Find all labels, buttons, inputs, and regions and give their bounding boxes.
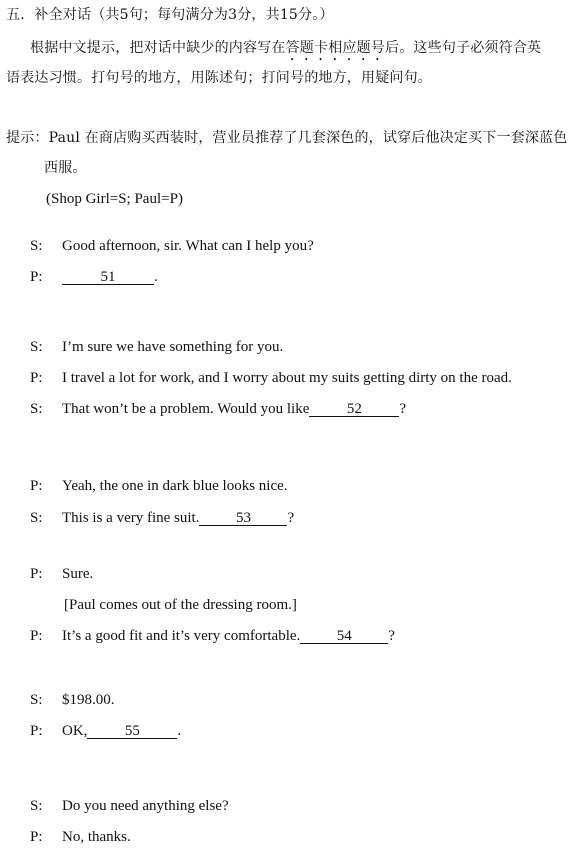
answer-blank-51[interactable]: 51 bbox=[62, 270, 154, 285]
speaker-label: P: bbox=[30, 566, 43, 582]
instruction-part-b: 后。这些句子必须符合英 bbox=[385, 40, 542, 56]
speaker-label: P: bbox=[30, 370, 43, 386]
punctuation: . bbox=[177, 723, 182, 739]
stage-direction: [Paul comes out of the dressing room.] bbox=[64, 597, 297, 613]
answer-blank-55[interactable]: 55 bbox=[87, 724, 177, 739]
answer-blank-52[interactable]: 52 bbox=[309, 402, 399, 417]
utterance bbox=[62, 723, 181, 740]
utterance-text: This is a very fine suit. bbox=[62, 510, 200, 526]
speaker-label: P: bbox=[30, 723, 43, 739]
answer-blank-53[interactable]: 53 bbox=[199, 511, 287, 526]
utterance: No, thanks. bbox=[62, 829, 131, 845]
utterance-text: It’s a good fit and it’s very comfortable. bbox=[62, 628, 301, 644]
speaker-label: S: bbox=[30, 692, 43, 708]
utterance bbox=[62, 628, 395, 645]
speaker-label: S: bbox=[30, 401, 43, 417]
utterance: Yeah, the one in dark blue looks nice. bbox=[62, 478, 288, 494]
speaker-label: S: bbox=[30, 238, 43, 254]
utterance bbox=[62, 269, 158, 286]
utterance: Do you need anything else? bbox=[62, 798, 229, 814]
speaker-label: P: bbox=[30, 829, 43, 845]
speaker-label: S: bbox=[30, 510, 43, 526]
punctuation: ? bbox=[287, 510, 295, 526]
instruction-line-2: 语表达习惯。打句号的地方，用陈述句；打问号的地方，用疑问句。 bbox=[6, 70, 432, 86]
utterance: Sure. bbox=[62, 566, 94, 582]
hint-line-1: 提示：Paul 在商店购买西装时，营业员推荐了几套深色的，试穿后他决定买下一套深蓝色 bbox=[6, 130, 568, 146]
answer-blank-54[interactable]: 54 bbox=[300, 629, 388, 644]
utterance bbox=[62, 401, 406, 418]
instruction-line-1 bbox=[30, 40, 541, 64]
utterance-text: OK, bbox=[62, 723, 88, 739]
speaker-label: P: bbox=[30, 628, 43, 644]
instruction-emphasis: 答题卡相应题号 bbox=[285, 40, 386, 56]
section-title: 五．补全对话（共5句；每句满分为3分，共15分。） bbox=[6, 7, 334, 23]
utterance bbox=[62, 510, 294, 527]
utterance: Good afternoon, sir. What can I help you? bbox=[62, 238, 314, 254]
punctuation: ? bbox=[388, 628, 395, 644]
speaker-label: S: bbox=[30, 339, 43, 355]
speaker-label: P: bbox=[30, 269, 43, 285]
hint-line-2: 西服。 bbox=[44, 160, 87, 176]
punctuation: ? bbox=[399, 401, 407, 417]
hint-roles: (Shop Girl=S; Paul=P) bbox=[46, 191, 183, 207]
instruction-part-a: 根据中文提示，把对话中缺少的内容写在 bbox=[30, 40, 286, 56]
speaker-label: S: bbox=[30, 798, 43, 814]
utterance: I’m sure we have something for you. bbox=[62, 339, 284, 355]
utterance: I travel a lot for work, and I worry about my suits getting dirty on the road. bbox=[62, 370, 512, 386]
utterance-text: That won’t be a problem. Would you like bbox=[62, 401, 310, 417]
punctuation: . bbox=[154, 269, 158, 285]
utterance: $198.00. bbox=[62, 692, 115, 708]
speaker-label: P: bbox=[30, 478, 43, 494]
